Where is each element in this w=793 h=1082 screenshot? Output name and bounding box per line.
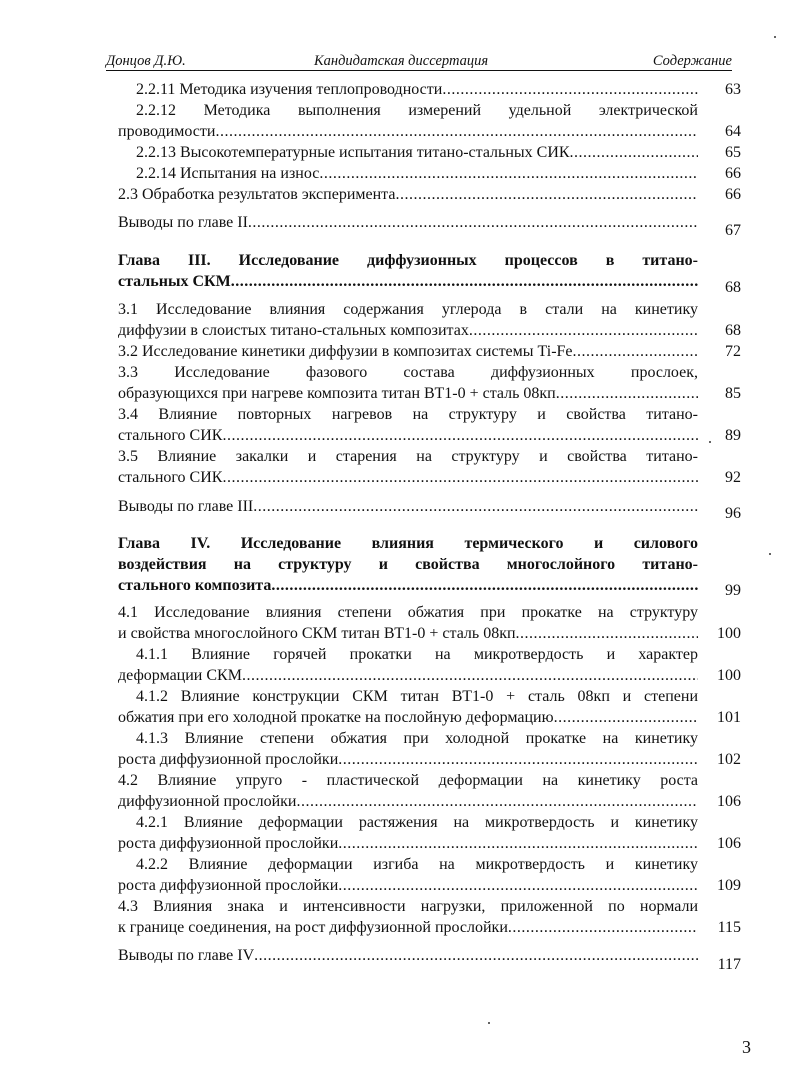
toc-entry-text: 4.1.2 Влияние конструкции СКМ титан ВТ1-0 + сталь 08кп и степени xyxy=(136,688,698,705)
toc-entry-text: 4.3 Влияния знака и интенсивности нагрузки, приложенной по нормали xyxy=(118,898,698,915)
toc-entry-text: стального СИК xyxy=(118,468,223,486)
toc-entry xyxy=(118,603,698,645)
toc-entry-text: обжатия при его холодной прокатке на послойную деформацию xyxy=(118,708,554,726)
scan-speck xyxy=(488,1022,490,1024)
toc-page-number: 63 xyxy=(725,81,741,98)
toc-entry-text: диффузии в слоистых титано-стальных композитах xyxy=(118,321,469,339)
toc-page-number: 68 xyxy=(725,322,741,339)
toc-page-number: 89 xyxy=(725,427,741,444)
toc-page-number: 109 xyxy=(717,877,741,894)
toc-page-number: 106 xyxy=(717,835,741,852)
toc-entry-text: 4.1 Исследование влияния степени обжатия при прокатке на структуру xyxy=(118,604,698,621)
toc-page-number: 96 xyxy=(725,505,741,522)
toc-entry-text: диффузионной прослойки xyxy=(118,792,297,810)
header-author: Донцов Д.Ю. xyxy=(106,53,186,69)
toc-entry-text: проводимости xyxy=(118,122,216,140)
toc-page-number: 102 xyxy=(717,751,741,768)
toc-entry xyxy=(118,771,698,813)
toc-entry-text: 3.1 Исследование влияния содержания углерода в стали на кинетику xyxy=(118,301,698,318)
toc-page-number: 101 xyxy=(717,709,741,726)
toc-entry xyxy=(118,300,698,342)
toc-page-number: 85 xyxy=(725,385,741,402)
toc-entry xyxy=(118,855,698,897)
toc-entry-text: Глава IV. Исследование влияния термического и силового xyxy=(118,535,698,552)
toc-entry xyxy=(118,687,698,729)
toc-page-number: 117 xyxy=(717,956,741,973)
toc-chapter xyxy=(118,251,698,293)
toc-entry xyxy=(118,645,698,687)
toc-page-number: 72 xyxy=(725,343,741,360)
toc-entry xyxy=(118,897,698,939)
toc-entry xyxy=(118,213,698,234)
toc-entry-text: 2.2.13 Высокотемпературные испытания титано-стальных СИК xyxy=(136,144,570,161)
toc-entry xyxy=(118,405,698,447)
toc-page-number: 100 xyxy=(717,667,741,684)
toc-entry-text: стальных СКМ xyxy=(118,272,231,290)
toc-entry xyxy=(118,101,698,143)
toc-entry-text: 4.2 Влияние упруго - пластической деформации на кинетику роста xyxy=(118,772,698,789)
toc-entry-text: Выводы по главе III xyxy=(118,498,254,515)
toc-entry-text: образующихся при нагреве композита титан ВТ1-0 + сталь 08кп xyxy=(118,384,556,402)
toc-entry-text: 4.1.1 Влияние горячей прокатки на микротвердость и характер xyxy=(136,646,698,663)
toc-entry-text: стального композита xyxy=(118,576,272,594)
toc-entry-text: 3.4 Влияние повторных нагревов на структуру и свойства титано- xyxy=(118,406,698,423)
toc-entry-text: Выводы по главе IV xyxy=(118,947,255,964)
toc-entry-text: 3.5 Влияние закалки и старения на структуру и свойства титано- xyxy=(118,448,698,465)
toc-entry xyxy=(118,342,698,363)
toc-entry xyxy=(118,497,698,518)
toc-entry xyxy=(118,447,698,489)
header-title: Кандидатская диссертация xyxy=(314,53,489,69)
toc-entry-text: деформации СКМ xyxy=(118,666,242,684)
toc-entry-text: и свойства многослойного СКМ титан ВТ1-0 + сталь 08кп xyxy=(118,624,516,642)
toc-entry-text: 4.2.2 Влияние деформации изгиба на микротвердость и кинетику xyxy=(136,856,698,873)
toc-page-number: 115 xyxy=(717,919,741,936)
toc-entry xyxy=(118,363,698,405)
page-number: 3 xyxy=(742,1037,751,1057)
toc-entry-text: 3.2 Исследование кинетики диффузии в композитах системы Ti-Fe xyxy=(118,343,573,360)
toc-page-number: 67 xyxy=(725,222,741,239)
toc-entry xyxy=(118,80,698,101)
toc-entry xyxy=(118,185,698,206)
toc-page-number: 100 xyxy=(717,625,741,642)
toc-page-number: 64 xyxy=(725,123,741,140)
scan-speck xyxy=(709,441,711,443)
toc-entry-text: воздействия на структуру и свойства многослойного титано- xyxy=(118,555,698,573)
toc-entry xyxy=(118,729,698,771)
toc-entry-text: 4.1.3 Влияние степени обжатия при холодной прокатке на кинетику xyxy=(136,730,698,747)
toc-entry-text: 3.3 Исследование фазового состава диффузионных прослоек, xyxy=(118,364,698,381)
scan-speck xyxy=(769,553,771,555)
toc-entry-text: роста диффузионной прослойки xyxy=(118,750,339,768)
toc-entry-text: 2.2.12 Методика выполнения измерений удельной электрической xyxy=(136,102,698,119)
toc-entry-text: 2.3 Обработка результатов эксперимента xyxy=(118,186,396,203)
toc-entry-text: Глава III. Исследование диффузионных процессов в титано- xyxy=(118,252,698,269)
toc-entry-text: 2.2.14 Испытания на износ xyxy=(136,165,320,182)
toc-entry-text: роста диффузионной прослойки xyxy=(118,834,339,852)
toc-entry-text: стального СИК xyxy=(118,426,223,444)
toc-entry xyxy=(118,946,698,967)
toc-page-number: 65 xyxy=(725,144,741,161)
toc-chapter xyxy=(118,534,698,596)
toc-page-number: 66 xyxy=(725,186,741,203)
toc-entry-text: роста диффузионной прослойки xyxy=(118,876,339,894)
toc-page-number: 66 xyxy=(725,165,741,182)
toc-page-number: 99 xyxy=(725,582,741,599)
header-section: Содержание xyxy=(652,53,732,69)
toc-entry-text: 4.2.1 Влияние деформации растяжения на микротвердость и кинетику xyxy=(136,814,698,831)
toc-page-number: 68 xyxy=(725,279,741,296)
toc-entry xyxy=(118,143,698,164)
toc-page-number: 106 xyxy=(717,793,741,810)
toc-entry-text: к границе соединения, на рост диффузионной прослойки xyxy=(118,918,508,936)
toc-entry-text: 2.2.11 Методика изучения теплопроводности xyxy=(136,81,443,98)
scan-speck xyxy=(774,36,776,38)
toc-entry xyxy=(118,164,698,185)
toc-page-number: 92 xyxy=(725,469,741,486)
toc-entry xyxy=(118,813,698,855)
toc-entry-text: Выводы по главе II xyxy=(118,214,248,231)
